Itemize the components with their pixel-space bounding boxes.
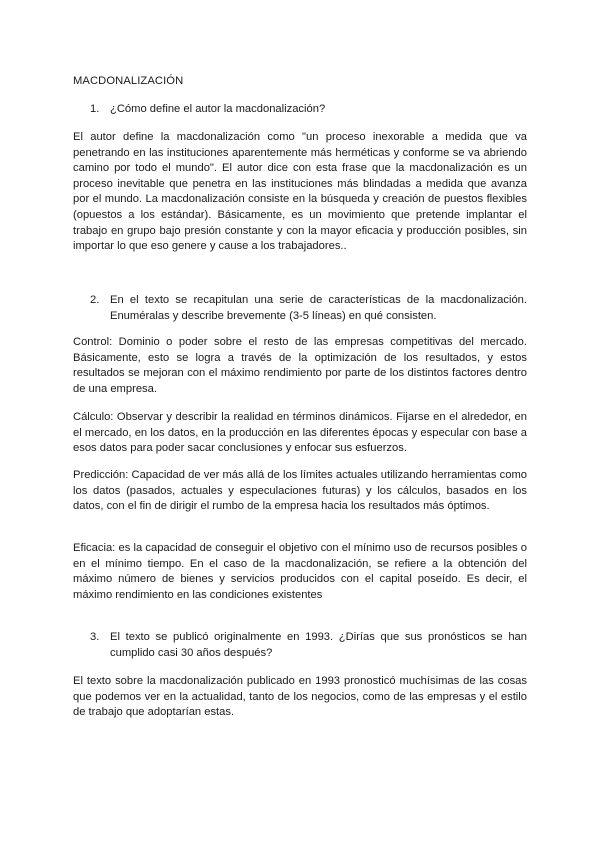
answer-3-paragraph: El texto sobre la macdonalización publicado en 1993 pronosticó muchísimas de las cosas que podemos ver en la actualidad, tanto de los negocios, como de las empresas y el estilo de trabajo que adoptarían estas.: [73, 675, 527, 719]
document-title: MACDONALIZACIÓN: [73, 75, 184, 87]
question-3: [90, 630, 527, 661]
question-text: ¿Cómo define el autor la macdonalización?: [110, 103, 326, 115]
question-number: 1.: [90, 103, 100, 115]
question-text: El texto se publicó originalmente en 1993. ¿Dirías que sus pronósticos se han cumplido casi 30 años después?: [110, 631, 527, 659]
question-number: 2.: [90, 294, 100, 306]
question-2: [90, 293, 527, 324]
answer-eficacia-paragraph: Eficacia: es la capacidad de conseguir el objetivo con el mínimo uso de recursos posibles o en el mínimo tiempo. En el caso de la macdonalización, se refiere a la obtención del máximo número de bienes y servicios producidos con el capital poseído. Es decir, el máximo rendimiento en las condiciones existentes: [73, 542, 527, 601]
answer-prediccion-paragraph: Predicción: Capacidad de ver más allá de los límites actuales utilizando herramientas como los datos (pasados, actuales y especulaciones futuras) y los cálculos, basados en los datos, con el fin de dirigir el rumbo de la empresa hacia los resultados más óptimos.: [73, 469, 527, 513]
answer-calculo-paragraph: Cálculo: Observar y describir la realidad en términos dinámicos. Fijarse en el alrededor, en el mercado, en los datos, en la producción en las diferentes épocas y especular con base a esos datos para poder sacar conclusiones y enfocar sus esfuerzos.: [73, 411, 527, 455]
question-text: En el texto se recapitulan una serie de características de la macdonalización. Enuméralas y describe brevemente (3-5 líneas) en qué consisten.: [110, 294, 527, 322]
question-number: 3.: [90, 631, 100, 643]
question-1: [90, 102, 527, 118]
answer-control-paragraph: Control: Dominio o poder sobre el resto de las empresas competitivas del mercado. Básicamente, esto se logra a través de la optimización de los resultados, y estos resultados se mejoran con el máximo rendimiento por parte de los distintos factores dentro de una empresa.: [73, 336, 527, 395]
answer-1-paragraph: El autor define la macdonalización como "un proceso inexorable a medida que va penetrando en las instituciones aparentemente más herméticas y conforme se va abriendo camino por todo el mundo". El autor dice con esta frase que la macdonalización es un proceso inevitable que penetra en las instituciones más blindadas a medida que avanza por el mundo. La macdonalización consiste en la búsqueda y creación de puestos flexibles (opuestos a los estándar). Básicamente, es un movimiento que pretende implantar el trabajo en grupo bajo presión constante y con la mayor eficacia y producción posibles, sin importar lo que eso genere y cause a los trabajadores..: [73, 131, 527, 253]
